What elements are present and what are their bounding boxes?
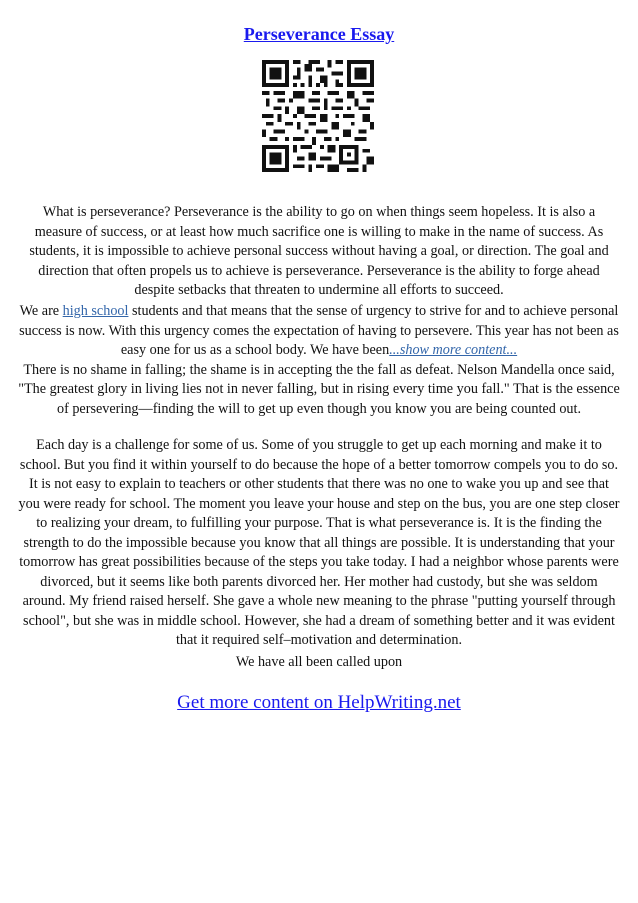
show-more-link[interactable]: ...show more content... [389,342,518,358]
paragraph-2-before-link: We are [19,303,63,319]
paragraph-2 [18,302,620,419]
paragraph-2-after-link: students and that means that the sense of urgency to strive for and to achieve personal success is now. With this urgency comes the expectation of having to persevere. This year has not been as easy one for us as a school body. We have been [19,303,619,358]
qr-code [262,60,374,172]
paragraph-2-continuation: There is no shame in falling; the shame is in accepting the the fall as defeat. Nelson Mandella once said, "The greatest glory in living lies not in never falling, but in rising every time you fall." That is the essence of persevering—finding the will to get up even though you know you are being counted out. [18,361,620,417]
high-school-link[interactable]: high school [62,303,129,319]
paragraph-4: We have all been called upon [235,654,403,670]
document-title-link[interactable]: Perseverance Essay [243,24,395,44]
get-more-content-link[interactable]: Get more content on HelpWriting.net [177,692,461,713]
paragraph-3: Each day is a challenge for some of us. Some of you struggle to get up each morning and make it to school. But you find it within yourself to do because the hope of a better tomorrow compels you to do so. It is not easy to explain to teachers or other students that there was no one to wake you up and see that you were ready for school. The moment you leave your house and step on the bus, you are one step closer to realizing your dream, to fulfilling your purpose. That is what perseverance is. It is the finding the strength to do the impossible because you know that all things are possible. It is understanding that your tomorrow has great possibilities because of the steps you take today. I had a neighbor whose parents were divorced, but it seems like both parents divorced her. Her mother had custody, but she was seldom around. My friend raised herself. She gave a whole new meaning to the phrase "putting yourself through school", but she was in middle school. However, she had a dream of something better and it was evident that it required self–motivation and determination. [18,437,620,648]
paragraph-1: What is perseverance? Perseverance is the ability to go on when things seem hopeless. It is also a measure of success, or at least how much sacrifice one is willing to make in the name of success. As students, it is impossible to achieve personal success without having a goal, or direction. The goal and direction that often propels us to achieve is perseverance. Perseverance is the ability to forge ahead despite setbacks that threaten to undermine all efforts to succeed. [29,204,609,298]
